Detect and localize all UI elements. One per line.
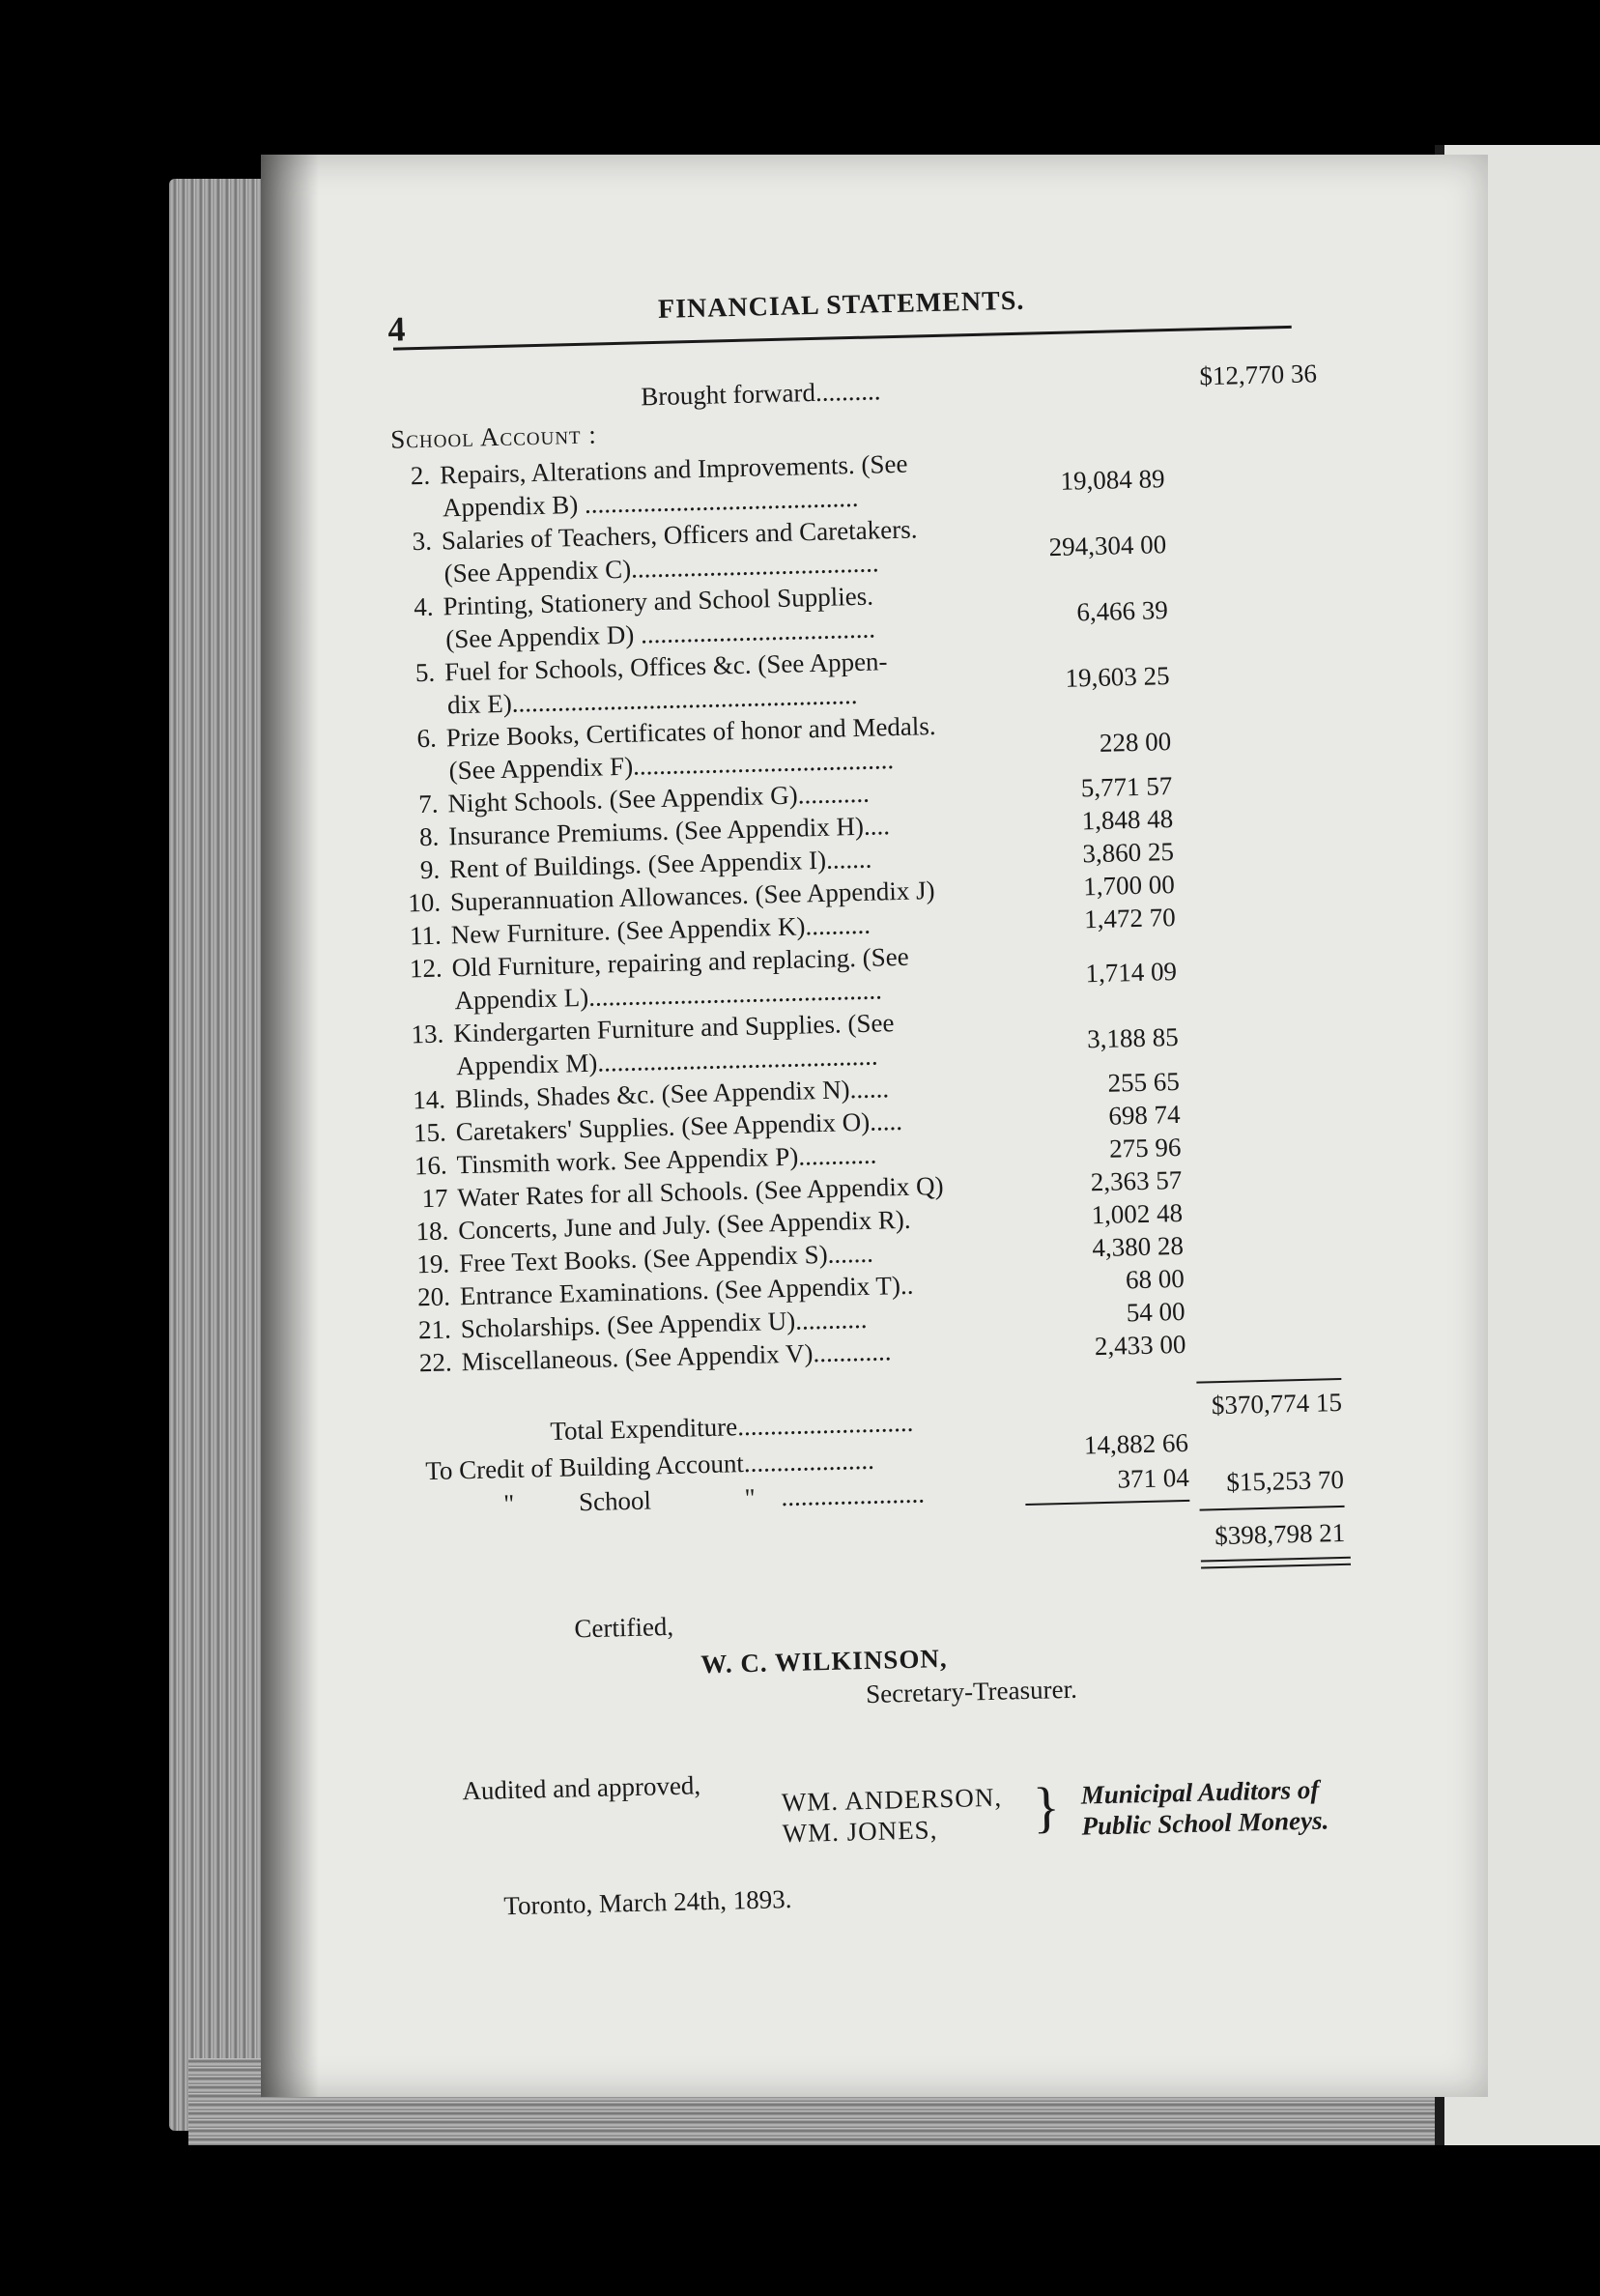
item-number: 6. [416,723,438,754]
item-number: 8. [418,821,440,852]
item-number: 3. [412,526,433,557]
item-amount: 19,603 25 [1065,661,1170,693]
running-head: FINANCIAL STATEMENTS. [657,285,1025,325]
item-number: 5. [414,657,436,688]
item-amount: 5,771 57 [1080,771,1173,803]
auditor-role-1: Municipal Auditors of [1080,1774,1320,1810]
item-number: 16. [414,1150,448,1181]
auditor-name-2: WM. JONES, [782,1815,938,1849]
item-amount: 294,304 00 [1048,530,1167,562]
ditto-mark: " [502,1488,515,1519]
section-heading: School Account : [389,419,598,454]
item-amount: 2,433 00 [1094,1329,1186,1362]
item-description: Entrance Examinations. (See Appendix T).. [459,1270,914,1311]
credit-building-amount: 14,882 66 [1083,1427,1189,1460]
item-description-continued: (See Appendix D) .................................... [444,614,876,654]
item-description: Prize Books, Certificates of honor and Medals. [445,711,936,753]
item-description: Old Furniture, repairing and replacing. (See [451,941,909,983]
credit-building-label: To Credit of Building Account.................... [424,1445,875,1486]
item-description: Miscellaneous. (See Appendix V)............ [461,1336,892,1377]
item-description-continued: (See Appendix F)........................................ [448,745,895,786]
item-number: 18. [415,1216,449,1247]
certified-label: Certified, [574,1611,674,1644]
item-number: 7. [417,789,439,819]
audited-label: Audited and approved, [462,1770,701,1806]
page-content [377,247,1384,1933]
brace-glyph: } [1032,1775,1061,1839]
item-amount: 3,860 25 [1082,837,1175,869]
total-expenditure-amount: $370,774 15 [1211,1387,1343,1421]
secretary-name: W. C. WILKINSON, [700,1644,948,1679]
double-rule-top [1201,1557,1351,1563]
item-number: 4. [413,591,434,622]
item-description: Night Schools. (See Appendix G)........... [447,778,871,818]
credit-total-amount: $15,253 70 [1226,1464,1345,1497]
brought-forward-label: Brought forward.......... [640,376,881,412]
item-amount: 19,084 89 [1060,464,1165,496]
item-number: 17 [421,1183,448,1214]
item-amount: 54 00 [1126,1296,1186,1328]
item-description: Free Text Books. (See Appendix S)....... [458,1238,874,1278]
item-number: 20. [416,1281,451,1312]
item-number: 21. [417,1314,452,1345]
page-gutter-shadow [261,155,319,2097]
item-amount: 1,002 48 [1091,1197,1184,1230]
item-number: 13. [411,1019,444,1049]
item-amount: 4,380 28 [1092,1230,1185,1263]
item-description: Fuel for Schools, Offices &c. (See Appen- [443,646,888,687]
item-number: 11. [409,920,443,951]
item-description-continued: (See Appendix C)...................................... [443,548,879,588]
header-rule [393,326,1292,351]
item-amount: 1,714 09 [1085,956,1178,989]
item-description: Repairs, Alterations and Improvements. (See [439,448,908,490]
credit-school-row [503,1479,925,1520]
grand-total-amount: $398,798 21 [1214,1517,1346,1551]
item-description: Water Rates for all Schools. (See Appendix Q) [457,1170,944,1213]
item-description-continued: dix E)..................................................... [446,679,858,720]
place-date: Toronto, March 24th, 1893. [503,1884,792,1921]
book-page-edges [169,179,275,2131]
page-number: 4 [386,309,406,349]
total-rule [1200,1506,1345,1511]
item-amount: 2,363 57 [1090,1164,1183,1197]
item-amount: 1,472 70 [1083,903,1176,934]
item-amount: 6,466 39 [1075,595,1169,627]
credit-rule [1025,1500,1189,1506]
secretary-title: Secretary-Treasurer. [865,1674,1078,1709]
item-number: 19. [416,1248,450,1279]
auditor-role-2: Public School Moneys. [1081,1805,1329,1841]
item-description: Insurance Premiums. (See Appendix H).... [447,811,891,851]
item-description: Scholarships. (See Appendix U)........... [460,1304,868,1344]
item-description: Salaries of Teachers, Officers and Caretakers. [441,514,918,556]
item-description: Tinsmith work. See Appendix P)............ [456,1139,877,1180]
item-number: 22. [418,1347,452,1378]
item-description: Caretakers' Supplies. (See Appendix O)..... [455,1105,903,1147]
double-rule-bottom [1201,1564,1351,1569]
item-amount: 1,848 48 [1081,804,1174,836]
item-description: New Furniture. (See Appendix K).......... [450,909,871,950]
item-amount: 228 00 [1099,727,1172,758]
item-description: Blinds, Shades &c. (See Appendix N)...... [454,1074,890,1114]
item-amount: 255 65 [1107,1066,1181,1098]
item-description: Superannuation Allowances. (See Appendix J) [449,875,935,917]
subtotal-rule [1196,1378,1341,1384]
credit-school-amount: 371 04 [1117,1462,1190,1494]
total-expenditure-label: Total Expenditure........................... [550,1407,914,1446]
item-description: Kindergarten Furniture and Supplies. (See [452,1008,895,1048]
item-description: Printing, Stationery and School Supplies. [443,581,874,621]
auditor-name-1: WM. ANDERSON, [781,1782,1003,1818]
item-number: 2. [410,460,431,491]
item-number: 10. [407,887,442,918]
item-number: 12. [409,953,443,984]
item-amount: 275 96 [1108,1132,1182,1163]
leader-dots: ...................... [781,1478,926,1512]
item-description: Concerts, June and July. (See Appendix R). [457,1204,911,1246]
ditto-mark: " [744,1482,757,1513]
item-amount: 3,188 85 [1086,1021,1179,1054]
item-amount: 1,700 00 [1082,870,1176,902]
item-description: Rent of Buildings. (See Appendix I)....... [448,844,872,884]
brought-forward-amount: $12,770 36 [1199,359,1318,391]
item-amount: 68 00 [1125,1263,1186,1295]
item-number: 9. [419,854,441,885]
item-description-continued: Appendix L)............................................. [454,975,883,1016]
item-amount: 698 74 [1107,1099,1181,1131]
item-description-continued: Appendix M)........................................... [455,1041,878,1081]
item-description-continued: Appendix B) .......................................... [442,482,859,523]
item-number: 14. [412,1084,446,1115]
item-number: 15. [413,1117,447,1148]
credit-school-label: School [578,1485,652,1517]
